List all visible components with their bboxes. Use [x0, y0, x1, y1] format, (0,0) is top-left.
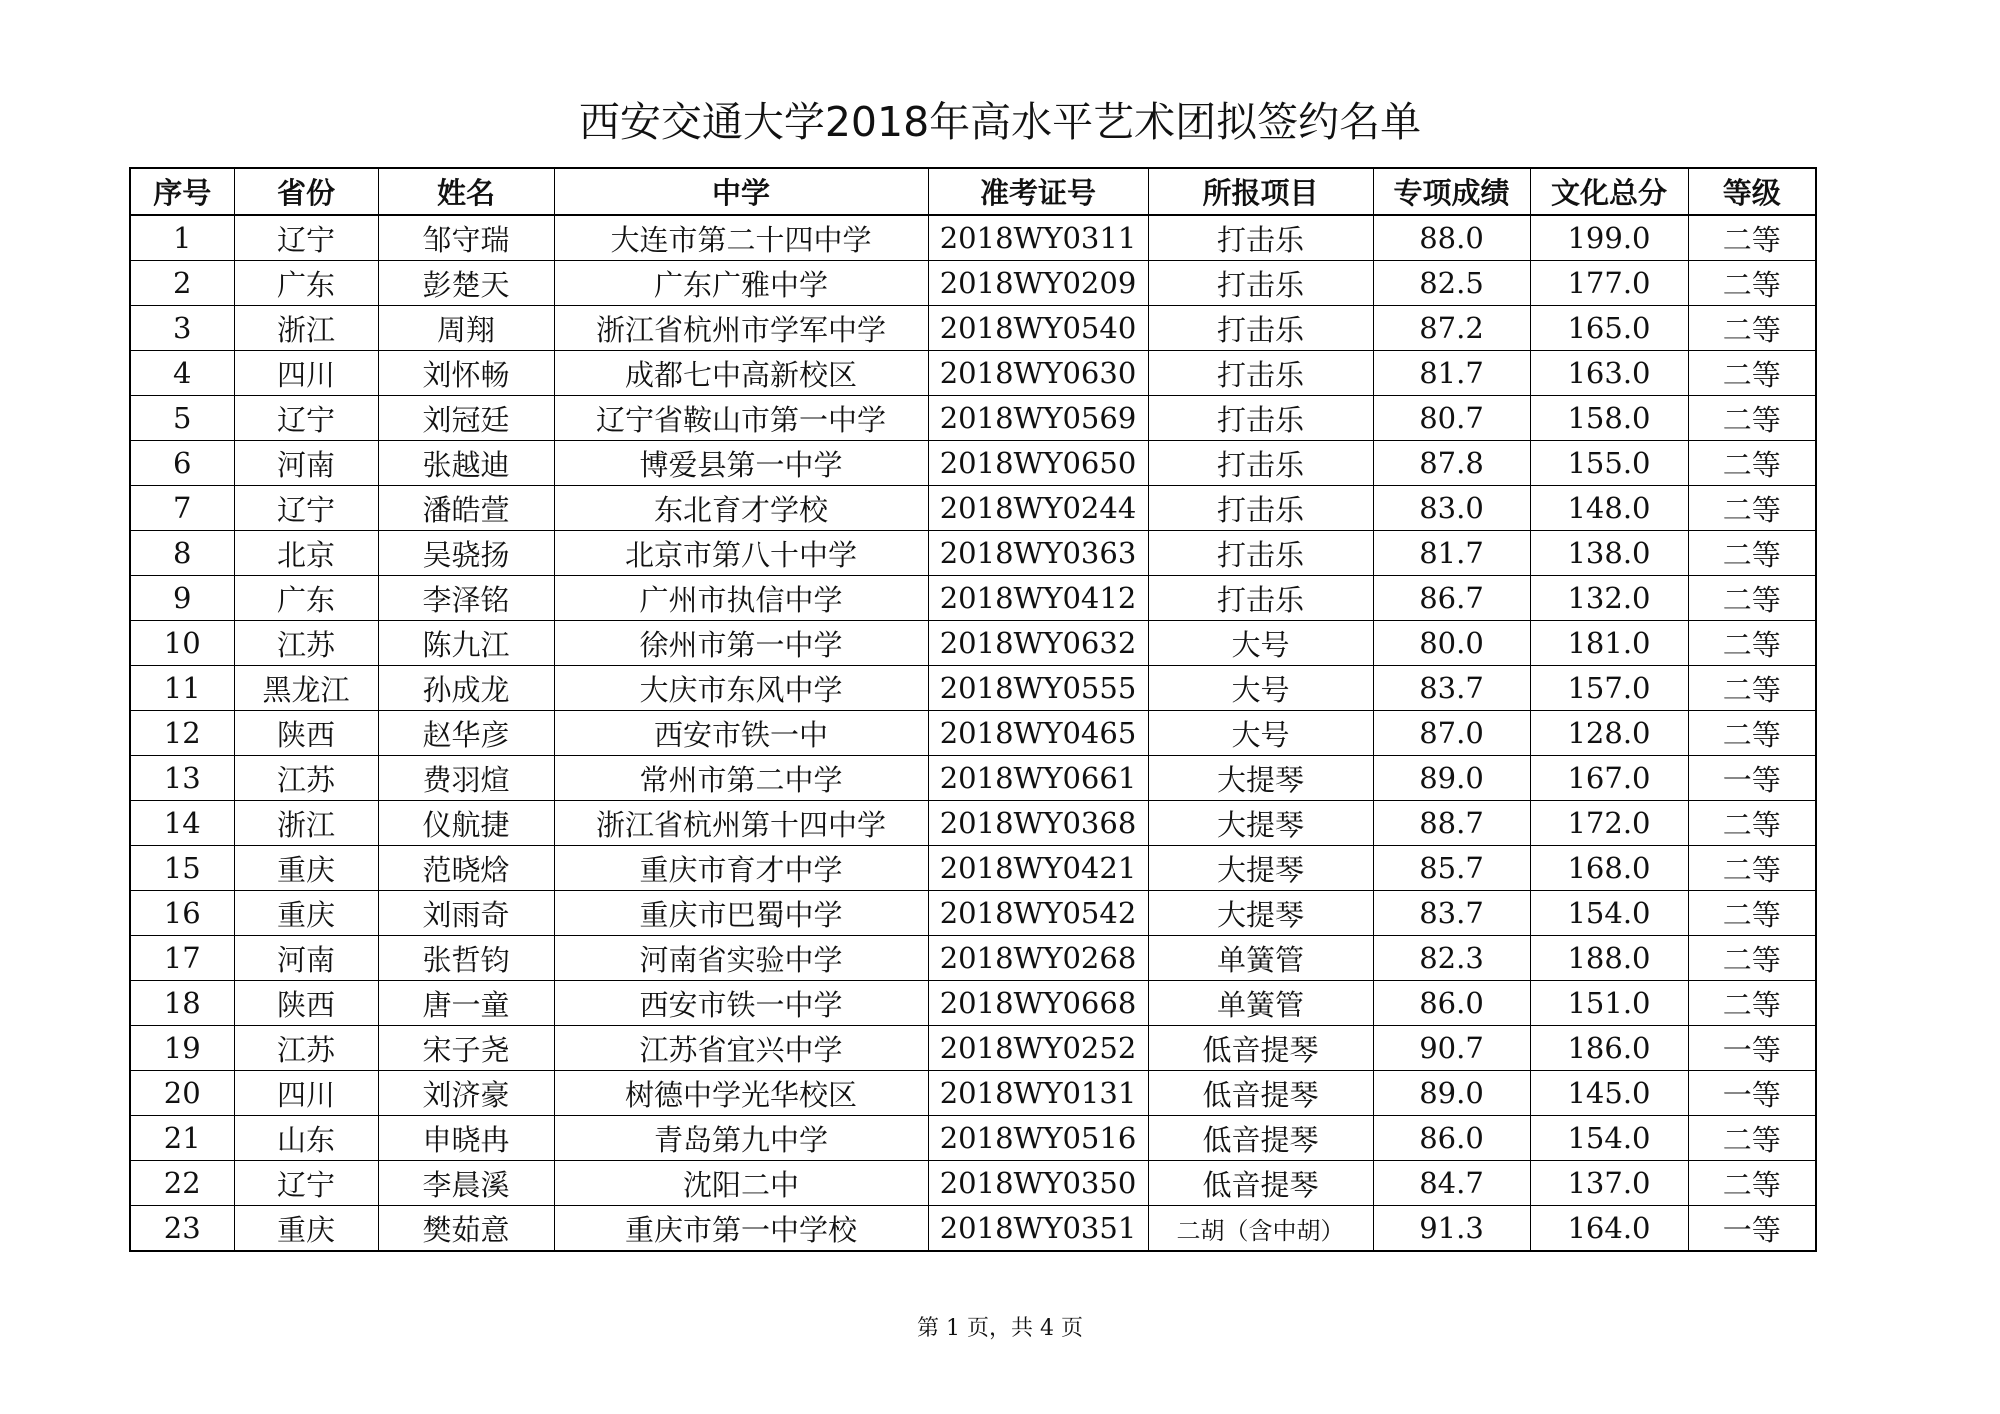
cell-col-grade: 二等 — [1688, 396, 1816, 441]
cell-col-school: 博爱县第一中学 — [554, 441, 928, 486]
cell-col-index: 5 — [130, 396, 234, 441]
table-row — [130, 1116, 1816, 1161]
cell-col-culture-score: 163.0 — [1530, 351, 1688, 396]
cell-col-specialty-score: 86.0 — [1373, 981, 1530, 1026]
cell-col-exam-id: 2018WY0542 — [928, 891, 1148, 936]
cell-col-project: 大提琴 — [1148, 801, 1373, 846]
cell-col-exam-id: 2018WY0244 — [928, 486, 1148, 531]
cell-col-province: 江苏 — [234, 756, 378, 801]
cell-col-exam-id: 2018WY0555 — [928, 666, 1148, 711]
cell-col-name: 刘济豪 — [378, 1071, 554, 1116]
cell-col-grade: 二等 — [1688, 1161, 1816, 1206]
cell-col-province: 辽宁 — [234, 396, 378, 441]
cell-col-name: 张哲钧 — [378, 936, 554, 981]
cell-col-grade: 二等 — [1688, 576, 1816, 621]
cell-col-name: 仪航捷 — [378, 801, 554, 846]
table-row — [130, 756, 1816, 801]
cell-col-name: 周翔 — [378, 306, 554, 351]
cell-col-grade: 二等 — [1688, 441, 1816, 486]
table-row — [130, 846, 1816, 891]
cell-col-project: 打击乐 — [1148, 441, 1373, 486]
cell-col-school: 江苏省宜兴中学 — [554, 1026, 928, 1071]
cell-col-grade: 二等 — [1688, 666, 1816, 711]
table-row — [130, 215, 1816, 261]
cell-col-school: 广州市执信中学 — [554, 576, 928, 621]
cell-col-province: 辽宁 — [234, 486, 378, 531]
cell-col-province: 浙江 — [234, 306, 378, 351]
cell-col-specialty-score: 89.0 — [1373, 756, 1530, 801]
table-row — [130, 936, 1816, 981]
cell-col-culture-score: 148.0 — [1530, 486, 1688, 531]
cell-col-province: 四川 — [234, 351, 378, 396]
cell-col-exam-id: 2018WY0412 — [928, 576, 1148, 621]
table-row — [130, 531, 1816, 576]
cell-col-specialty-score: 81.7 — [1373, 351, 1530, 396]
cell-col-specialty-score: 87.0 — [1373, 711, 1530, 756]
cell-col-exam-id: 2018WY0465 — [928, 711, 1148, 756]
cell-col-specialty-score: 82.3 — [1373, 936, 1530, 981]
page-title: 西安交通大学2018年高水平艺术团拟签约名单 — [578, 98, 1422, 146]
cell-col-index: 2 — [130, 261, 234, 306]
cell-col-exam-id: 2018WY0351 — [928, 1206, 1148, 1252]
cell-col-exam-id: 2018WY0650 — [928, 441, 1148, 486]
cell-col-exam-id: 2018WY0252 — [928, 1026, 1148, 1071]
cell-col-name: 申晓冉 — [378, 1116, 554, 1161]
cell-col-school: 大庆市东风中学 — [554, 666, 928, 711]
cell-col-exam-id: 2018WY0668 — [928, 981, 1148, 1026]
cell-col-name: 范晓焓 — [378, 846, 554, 891]
cell-col-index: 10 — [130, 621, 234, 666]
cell-col-index: 1 — [130, 215, 234, 261]
cell-col-grade: 二等 — [1688, 621, 1816, 666]
cell-col-province: 江苏 — [234, 1026, 378, 1071]
cell-col-project: 大提琴 — [1148, 846, 1373, 891]
cell-col-index: 6 — [130, 441, 234, 486]
table-row — [130, 1206, 1816, 1252]
cell-col-exam-id: 2018WY0363 — [928, 531, 1148, 576]
cell-col-province: 江苏 — [234, 621, 378, 666]
table-body — [130, 215, 1816, 1251]
cell-col-grade: 二等 — [1688, 531, 1816, 576]
cell-col-index: 19 — [130, 1026, 234, 1071]
cell-col-specialty-score: 88.0 — [1373, 215, 1530, 261]
table-row — [130, 576, 1816, 621]
cell-col-grade: 二等 — [1688, 936, 1816, 981]
cell-col-project: 单簧管 — [1148, 936, 1373, 981]
cell-col-specialty-score: 80.7 — [1373, 396, 1530, 441]
cell-col-culture-score: 168.0 — [1530, 846, 1688, 891]
cell-col-province: 四川 — [234, 1071, 378, 1116]
cell-col-name: 李晨溪 — [378, 1161, 554, 1206]
cell-col-index: 7 — [130, 486, 234, 531]
cell-col-index: 9 — [130, 576, 234, 621]
cell-col-school: 东北育才学校 — [554, 486, 928, 531]
cell-col-exam-id: 2018WY0569 — [928, 396, 1148, 441]
cell-col-specialty-score: 90.7 — [1373, 1026, 1530, 1071]
cell-col-project: 打击乐 — [1148, 306, 1373, 351]
cell-col-school: 大连市第二十四中学 — [554, 215, 928, 261]
cell-col-name: 宋子尧 — [378, 1026, 554, 1071]
cell-col-culture-score: 132.0 — [1530, 576, 1688, 621]
cell-col-grade: 一等 — [1688, 1071, 1816, 1116]
cell-col-province: 北京 — [234, 531, 378, 576]
cell-col-culture-score: 186.0 — [1530, 1026, 1688, 1071]
cell-col-name: 刘冠廷 — [378, 396, 554, 441]
cell-col-index: 8 — [130, 531, 234, 576]
cell-col-grade: 二等 — [1688, 711, 1816, 756]
cell-col-name: 樊茹意 — [378, 1206, 554, 1252]
cell-col-province: 黑龙江 — [234, 666, 378, 711]
cell-col-name: 陈九江 — [378, 621, 554, 666]
cell-col-project: 打击乐 — [1148, 531, 1373, 576]
cell-col-culture-score: 181.0 — [1530, 621, 1688, 666]
cell-col-specialty-score: 83.7 — [1373, 666, 1530, 711]
cell-col-culture-score: 145.0 — [1530, 1071, 1688, 1116]
cell-col-project: 低音提琴 — [1148, 1071, 1373, 1116]
cell-col-specialty-score: 83.0 — [1373, 486, 1530, 531]
cell-col-school: 浙江省杭州市学军中学 — [554, 306, 928, 351]
cell-col-index: 11 — [130, 666, 234, 711]
cell-col-province: 广东 — [234, 261, 378, 306]
cell-col-grade: 二等 — [1688, 351, 1816, 396]
table-row — [130, 351, 1816, 396]
header-col-name: 姓名 — [378, 168, 554, 215]
cell-col-specialty-score: 89.0 — [1373, 1071, 1530, 1116]
cell-col-exam-id: 2018WY0632 — [928, 621, 1148, 666]
cell-col-project: 大提琴 — [1148, 756, 1373, 801]
table-row — [130, 981, 1816, 1026]
cell-col-culture-score: 137.0 — [1530, 1161, 1688, 1206]
cell-col-name: 彭楚天 — [378, 261, 554, 306]
cell-col-project: 打击乐 — [1148, 215, 1373, 261]
header-col-grade: 等级 — [1688, 168, 1816, 215]
cell-col-project: 打击乐 — [1148, 396, 1373, 441]
cell-col-province: 河南 — [234, 936, 378, 981]
cell-col-project: 打击乐 — [1148, 261, 1373, 306]
header-col-province: 省份 — [234, 168, 378, 215]
cell-col-province: 浙江 — [234, 801, 378, 846]
cell-col-project: 低音提琴 — [1148, 1116, 1373, 1161]
cell-col-culture-score: 154.0 — [1530, 891, 1688, 936]
cell-col-name: 李泽铭 — [378, 576, 554, 621]
cell-col-school: 广东广雅中学 — [554, 261, 928, 306]
header-col-project: 所报项目 — [1148, 168, 1373, 215]
cell-col-name: 唐一童 — [378, 981, 554, 1026]
cell-col-exam-id: 2018WY0540 — [928, 306, 1148, 351]
cell-col-name: 潘皓萱 — [378, 486, 554, 531]
cell-col-grade: 二等 — [1688, 801, 1816, 846]
cell-col-index: 15 — [130, 846, 234, 891]
cell-col-project: 单簧管 — [1148, 981, 1373, 1026]
cell-col-index: 12 — [130, 711, 234, 756]
cell-col-name: 赵华彦 — [378, 711, 554, 756]
cell-col-exam-id: 2018WY0368 — [928, 801, 1148, 846]
table-row — [130, 306, 1816, 351]
cell-col-index: 18 — [130, 981, 234, 1026]
table-row — [130, 261, 1816, 306]
cell-col-grade: 一等 — [1688, 756, 1816, 801]
table-row — [130, 1026, 1816, 1071]
cell-col-culture-score: 158.0 — [1530, 396, 1688, 441]
cell-col-exam-id: 2018WY0311 — [928, 215, 1148, 261]
table-row — [130, 711, 1816, 756]
cell-col-name: 刘怀畅 — [378, 351, 554, 396]
cell-col-grade: 二等 — [1688, 891, 1816, 936]
table-row — [130, 621, 1816, 666]
cell-col-specialty-score: 88.7 — [1373, 801, 1530, 846]
cell-col-index: 22 — [130, 1161, 234, 1206]
cell-col-school: 沈阳二中 — [554, 1161, 928, 1206]
cell-col-grade: 一等 — [1688, 1026, 1816, 1071]
cell-col-culture-score: 199.0 — [1530, 215, 1688, 261]
cell-col-grade: 一等 — [1688, 1206, 1816, 1252]
cell-col-index: 13 — [130, 756, 234, 801]
cell-col-culture-score: 128.0 — [1530, 711, 1688, 756]
cell-col-school: 树德中学光华校区 — [554, 1071, 928, 1116]
cell-col-exam-id: 2018WY0209 — [928, 261, 1148, 306]
cell-col-culture-score: 154.0 — [1530, 1116, 1688, 1161]
cell-col-province: 重庆 — [234, 1206, 378, 1252]
cell-col-project: 打击乐 — [1148, 351, 1373, 396]
cell-col-school: 成都七中高新校区 — [554, 351, 928, 396]
cell-col-school: 徐州市第一中学 — [554, 621, 928, 666]
header-col-exam-id: 准考证号 — [928, 168, 1148, 215]
cell-col-grade: 二等 — [1688, 846, 1816, 891]
table-row — [130, 486, 1816, 531]
cell-col-index: 17 — [130, 936, 234, 981]
page-footer: 第 1 页，共 4 页 — [917, 1316, 1083, 1341]
cell-col-province: 辽宁 — [234, 215, 378, 261]
cell-col-culture-score: 155.0 — [1530, 441, 1688, 486]
cell-col-school: 北京市第八十中学 — [554, 531, 928, 576]
cell-col-province: 陕西 — [234, 981, 378, 1026]
cell-col-specialty-score: 84.7 — [1373, 1161, 1530, 1206]
table-row — [130, 1071, 1816, 1116]
cell-col-index: 14 — [130, 801, 234, 846]
cell-col-specialty-score: 85.7 — [1373, 846, 1530, 891]
header-col-specialty-score: 专项成绩 — [1373, 168, 1530, 215]
cell-col-school: 西安市铁一中学 — [554, 981, 928, 1026]
roster-table — [129, 167, 1817, 1252]
cell-col-specialty-score: 86.7 — [1373, 576, 1530, 621]
cell-col-province: 重庆 — [234, 891, 378, 936]
cell-col-exam-id: 2018WY0131 — [928, 1071, 1148, 1116]
cell-col-specialty-score: 83.7 — [1373, 891, 1530, 936]
cell-col-name: 孙成龙 — [378, 666, 554, 711]
table-row — [130, 396, 1816, 441]
cell-col-school: 西安市铁一中 — [554, 711, 928, 756]
cell-col-project: 大提琴 — [1148, 891, 1373, 936]
cell-col-index: 20 — [130, 1071, 234, 1116]
cell-col-exam-id: 2018WY0630 — [928, 351, 1148, 396]
cell-col-name: 费羽煊 — [378, 756, 554, 801]
cell-col-culture-score: 172.0 — [1530, 801, 1688, 846]
cell-col-province: 河南 — [234, 441, 378, 486]
cell-col-grade: 二等 — [1688, 215, 1816, 261]
cell-col-specialty-score: 80.0 — [1373, 621, 1530, 666]
cell-col-exam-id: 2018WY0516 — [928, 1116, 1148, 1161]
cell-col-school: 青岛第九中学 — [554, 1116, 928, 1161]
table-row — [130, 666, 1816, 711]
cell-col-index: 21 — [130, 1116, 234, 1161]
cell-col-name: 张越迪 — [378, 441, 554, 486]
cell-col-culture-score: 151.0 — [1530, 981, 1688, 1026]
cell-col-specialty-score: 81.7 — [1373, 531, 1530, 576]
cell-col-grade: 二等 — [1688, 981, 1816, 1026]
header-col-school: 中学 — [554, 168, 928, 215]
cell-col-specialty-score: 87.2 — [1373, 306, 1530, 351]
cell-col-specialty-score: 87.8 — [1373, 441, 1530, 486]
cell-col-province: 重庆 — [234, 846, 378, 891]
cell-col-project: 大号 — [1148, 711, 1373, 756]
table-row — [130, 441, 1816, 486]
header-col-index: 序号 — [130, 168, 234, 215]
cell-col-school: 重庆市巴蜀中学 — [554, 891, 928, 936]
cell-col-province: 广东 — [234, 576, 378, 621]
cell-col-project: 大号 — [1148, 666, 1373, 711]
cell-col-exam-id: 2018WY0268 — [928, 936, 1148, 981]
cell-col-specialty-score: 86.0 — [1373, 1116, 1530, 1161]
cell-col-grade: 二等 — [1688, 306, 1816, 351]
cell-col-school: 河南省实验中学 — [554, 936, 928, 981]
cell-col-culture-score: 165.0 — [1530, 306, 1688, 351]
cell-col-project: 打击乐 — [1148, 486, 1373, 531]
cell-col-province: 辽宁 — [234, 1161, 378, 1206]
cell-col-school: 重庆市育才中学 — [554, 846, 928, 891]
cell-col-grade: 二等 — [1688, 1116, 1816, 1161]
cell-col-culture-score: 177.0 — [1530, 261, 1688, 306]
cell-col-index: 16 — [130, 891, 234, 936]
cell-col-province: 陕西 — [234, 711, 378, 756]
cell-col-index: 3 — [130, 306, 234, 351]
table-header-row — [130, 168, 1816, 215]
cell-col-grade: 二等 — [1688, 261, 1816, 306]
cell-col-name: 刘雨奇 — [378, 891, 554, 936]
cell-col-project: 大号 — [1148, 621, 1373, 666]
cell-col-specialty-score: 82.5 — [1373, 261, 1530, 306]
cell-col-exam-id: 2018WY0661 — [928, 756, 1148, 801]
cell-col-culture-score: 157.0 — [1530, 666, 1688, 711]
cell-col-school: 常州市第二中学 — [554, 756, 928, 801]
cell-col-culture-score: 138.0 — [1530, 531, 1688, 576]
cell-col-province: 山东 — [234, 1116, 378, 1161]
cell-col-school: 辽宁省鞍山市第一中学 — [554, 396, 928, 441]
cell-col-project: 打击乐 — [1148, 576, 1373, 621]
cell-col-index: 4 — [130, 351, 234, 396]
cell-col-specialty-score: 91.3 — [1373, 1206, 1530, 1252]
cell-col-project: 低音提琴 — [1148, 1026, 1373, 1071]
table-row — [130, 891, 1816, 936]
cell-col-index: 23 — [130, 1206, 234, 1252]
cell-col-culture-score: 167.0 — [1530, 756, 1688, 801]
cell-col-project: 二胡（含中胡） — [1148, 1206, 1373, 1252]
header-col-culture-score: 文化总分 — [1530, 168, 1688, 215]
cell-col-exam-id: 2018WY0421 — [928, 846, 1148, 891]
cell-col-name: 邹守瑞 — [378, 215, 554, 261]
cell-col-exam-id: 2018WY0350 — [928, 1161, 1148, 1206]
table-row — [130, 1161, 1816, 1206]
cell-col-school: 浙江省杭州第十四中学 — [554, 801, 928, 846]
cell-col-culture-score: 164.0 — [1530, 1206, 1688, 1252]
cell-col-name: 吴骁扬 — [378, 531, 554, 576]
table-row — [130, 801, 1816, 846]
cell-col-grade: 二等 — [1688, 486, 1816, 531]
cell-col-culture-score: 188.0 — [1530, 936, 1688, 981]
cell-col-project: 低音提琴 — [1148, 1161, 1373, 1206]
cell-col-school: 重庆市第一中学校 — [554, 1206, 928, 1252]
